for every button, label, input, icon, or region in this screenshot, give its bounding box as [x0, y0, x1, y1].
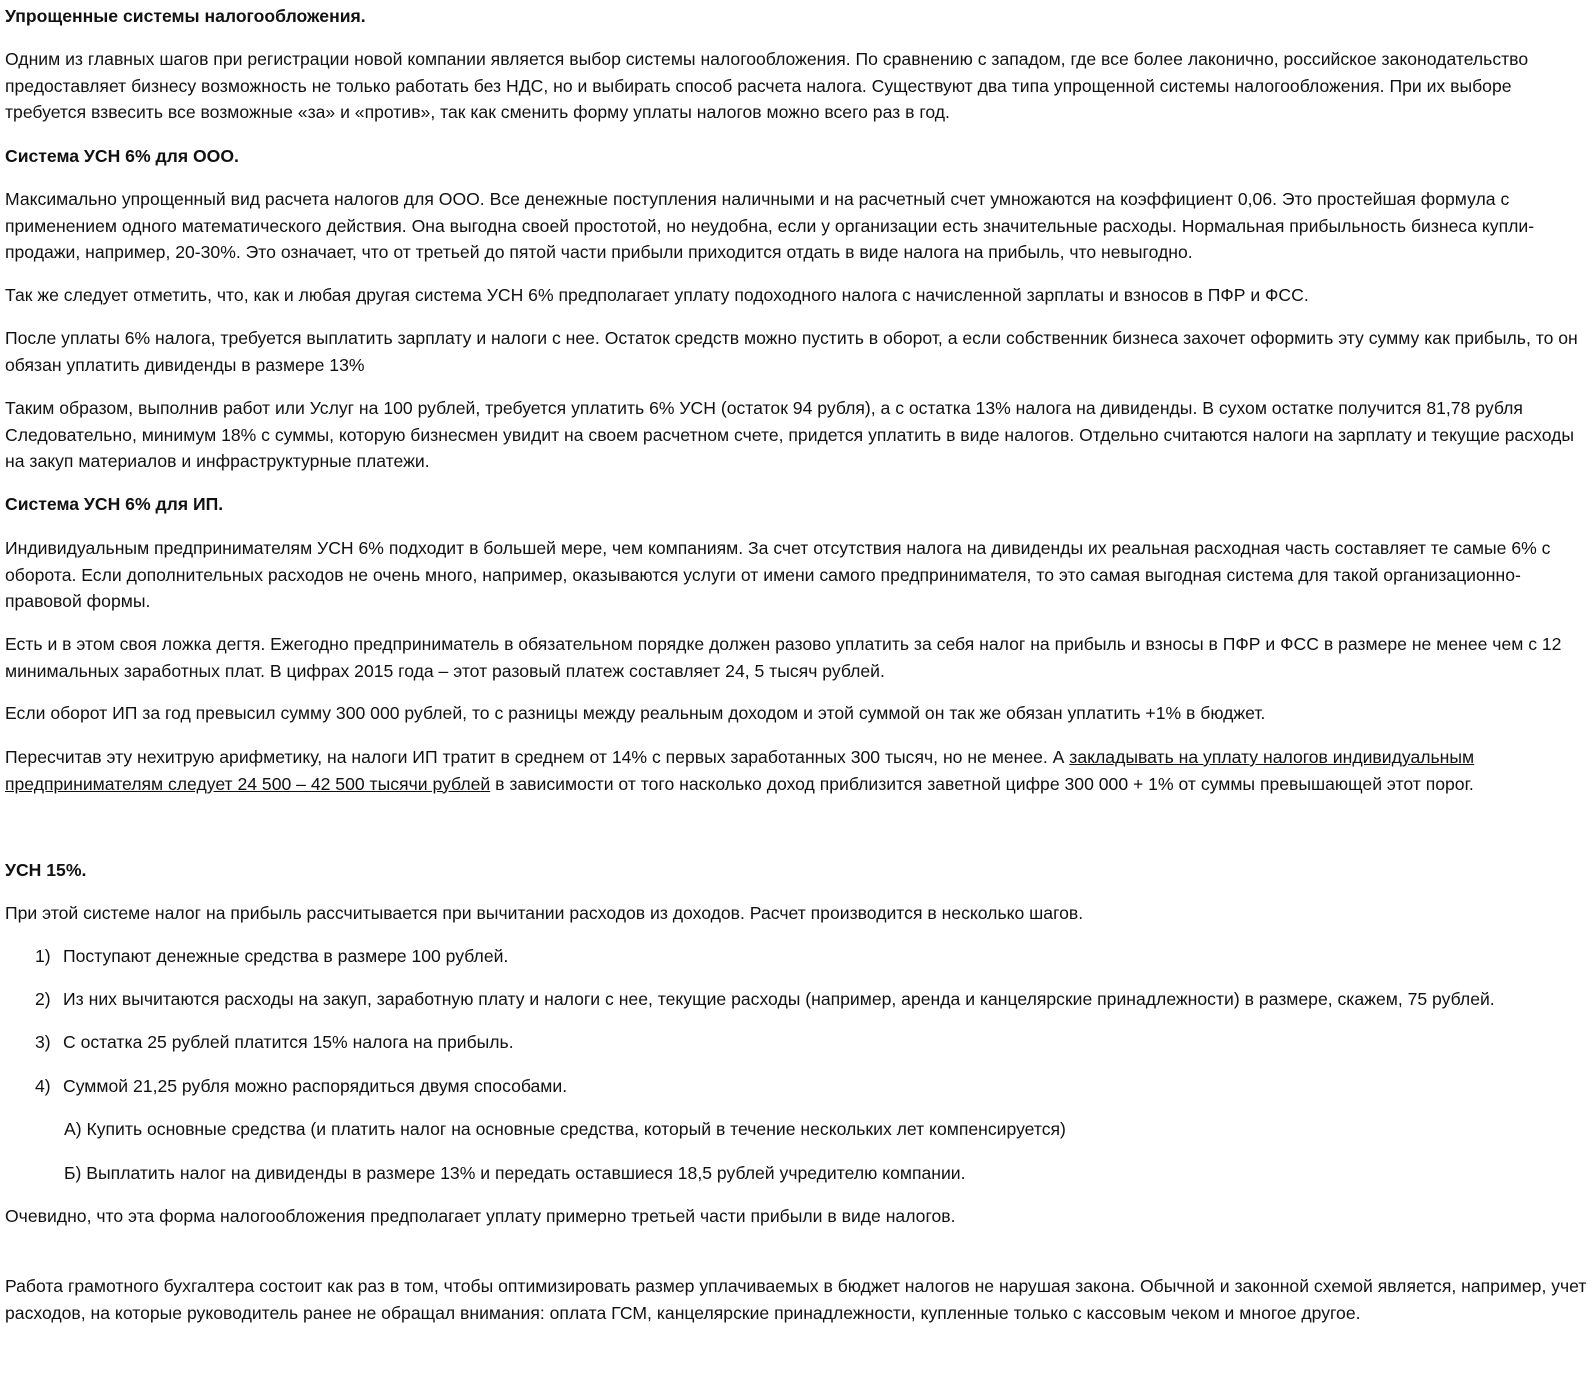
list-item-text: С остатка 25 рублей платится 15% налога на прибыль.: [63, 1032, 514, 1052]
list-item: [35, 1073, 567, 1100]
ip-paragraph-1: Индивидуальным предпринимателям УСН 6% подходит в большей мере, чем компаниям. За счет отсутствия налога на дивиденды их реальная расходная часть составляет те самые 6% с оборота. Если дополнительных расходов не очень много, например, оказываются услуги от имени самого предпринимателя, то это самая выгодная система для такой организационно-правовой формы.: [5, 538, 1551, 611]
list-item-number: 3): [35, 1032, 51, 1052]
page-title: Упрощенные системы налогообложения.: [5, 6, 366, 26]
option-a: А) Купить основные средства (и платить налог на основные средства, который в течение нескольких лет компенсируется): [64, 1119, 1066, 1139]
usn15-conclusion: Очевидно, что эта форма налогообложения предполагает уплату примерно третьей части прибыли в виде налогов.: [5, 1206, 956, 1226]
usn15-intro: При этой системе налог на прибыль рассчитывается при вычитании расходов из доходов. Расчет производится в несколько шагов.: [5, 903, 1084, 923]
intro-paragraph: Одним из главных шагов при регистрации новой компании является выбор системы налогообложения. По сравнению с западом, где все более лаконично, российское законодательство предоставляет бизнесу возможность не только работать без НДС, но и выбирать способ расчета налога. Существуют два типа упрощенной системы налогообложения. При их выборе требуется взвесить все возможные «за» и «против», так как сменить форму уплаты налогов можно всего раз в год.: [5, 49, 1529, 122]
ip-paragraph-2: Есть и в этом своя ложка дегтя. Ежегодно предприниматель в обязательном порядке должен разово уплатить за себя налог на прибыль и взносы в ПФР и ФСС в размере не менее чем с 12 минимальных заработных плат. В цифрах 2015 года – этот разовый платеж составляет 24, 5 тысяч рублей.: [5, 634, 1562, 681]
list-item: [35, 1029, 514, 1056]
list-item-number: 2): [35, 989, 51, 1009]
closing-paragraph: Работа грамотного бухгалтера состоит как раз в том, чтобы оптимизировать размер уплачиваемых в бюджет налогов не нарушая закона. Обычной и законной схемой является, например, учет расходов, на которые руководитель ранее не обращал внимания: оплата ГСМ, канцелярские принадлежности, купленные только с кассовым чеком и многое другое.: [5, 1276, 1587, 1323]
list-item-number: 1): [35, 946, 51, 966]
section-heading-ip: Система УСН 6% для ИП.: [5, 494, 224, 514]
section-heading-usn15: УСН 15%.: [5, 860, 87, 880]
ip-paragraph-4-end: в зависимости от того насколько доход приблизится заветной цифре 300 000 + 1% от суммы превышающей этот порог.: [490, 773, 1474, 794]
ooo-paragraph-4: Таким образом, выполнив работ или Услуг на 100 рублей, требуется уплатить 6% УСН (остаток 94 рубля), а с остатка 13% налога на дивиденды. В сухом остатке получится 81,78 рубля Следовательно, минимум 18% с суммы, которую бизнесмен увидит на своем расчетном счете, придется уплатить в виде налогов. Отдельно считаются налоги на зарплату и текущие расходы на закуп материалов и инфраструктурные платежи.: [5, 398, 1575, 471]
list-item-text: Суммой 21,25 рубля можно распорядиться двумя способами.: [63, 1076, 568, 1096]
ip-paragraph-4: [5, 744, 1590, 797]
ip-paragraph-3: Если оборот ИП за год превысил сумму 300 000 рублей, то с разницы между реальным доходом и этой суммой он так же обязан уплатить +1% в бюджет.: [5, 703, 1266, 723]
ip-paragraph-4-start: Пересчитав эту нехитрую арифметику, на налоги ИП тратит в среднем от 14% с первых заработанных 300 тысяч, но не менее. А: [5, 747, 1070, 767]
ooo-paragraph-3: После уплаты 6% налога, требуется выплатить зарплату и налоги с нее. Остаток средств можно пустить в оборот, а если собственник бизнеса захочет оформить эту сумму как прибыль, то он обязан уплатить дивиденды в размере 13%: [5, 328, 1578, 375]
list-item-text: Из них вычитаются расходы на закуп, заработную плату и налоги с нее, текущие расходы (например, аренда и канцелярские принадлежности) в размере, скажем, 75 рублей.: [63, 989, 1495, 1009]
option-b: Б) Выплатить налог на дивиденды в размере 13% и передать оставшиеся 18,5 рублей учредителю компании.: [64, 1163, 966, 1183]
list-item-number: 4): [35, 1076, 51, 1096]
section-heading-ooo: Система УСН 6% для ООО.: [5, 146, 239, 166]
ip-tax-amount-link[interactable]: закладывать на уплату налогов индивидуальным предпринимателям следует 24 500 – 42 500 тысячи рублей: [5, 747, 1475, 794]
list-item: [35, 986, 1495, 1013]
list-item-text: Поступают денежные средства в размере 100 рублей.: [63, 946, 509, 966]
ooo-paragraph-1: Максимально упрощенный вид расчета налогов для ООО. Все денежные поступления наличными и на расчетный счет умножаются на коэффициент 0,06. Это простейшая формула с применением одного математического действия. Она выгодна своей простотой, но неудобна, если у организации есть значительные расходы. Нормальная прибыльность бизнеса купли-продажи, например, 20-30%. Это означает, что от третьей до пятой части прибыли приходится отдать в виде налога на прибыль, что невыгодно.: [5, 189, 1535, 262]
ooo-paragraph-2: Так же следует отметить, что, как и любая другая система УСН 6% предполагает уплату подоходного налога с начисленной зарплаты и взносов в ПФР и ФСС.: [5, 285, 1309, 305]
list-item: [35, 943, 508, 970]
